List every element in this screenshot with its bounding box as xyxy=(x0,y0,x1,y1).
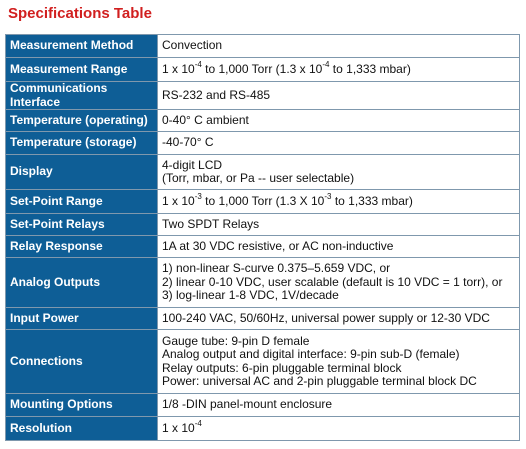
table-row xyxy=(6,58,520,82)
table-row xyxy=(6,190,520,214)
spec-label: Connections xyxy=(6,330,158,394)
table-row xyxy=(6,214,520,236)
table-row xyxy=(6,155,520,190)
spec-label: Analog Outputs xyxy=(6,258,158,308)
value-line: Power: universal AC and 2-pin pluggable terminal block DC xyxy=(162,374,477,388)
spec-label: Set-Point Relays xyxy=(6,214,158,236)
value-text: to 1,000 Torr (1.3 x 10 xyxy=(201,61,323,76)
spec-label: Set-Point Range xyxy=(6,190,158,214)
value-line: 3) log-linear 1-8 VDC, 1V/decade xyxy=(162,288,339,303)
value-text: to 1,333 mbar) xyxy=(329,61,411,76)
value-text: to 1,333 mbar) xyxy=(331,193,413,208)
spec-label: Measurement Range xyxy=(6,58,158,82)
table-row xyxy=(6,417,520,441)
spec-label: Temperature (operating) xyxy=(6,110,158,132)
table-row xyxy=(6,394,520,417)
spec-label: Measurement Method xyxy=(6,35,158,58)
exponent: -4 xyxy=(194,59,202,69)
value-line: 2) linear 0-10 VDC, user scalable (default is 10 VDC = 1 torr), or xyxy=(162,274,503,289)
spec-value xyxy=(158,58,520,82)
exponent: -3 xyxy=(194,191,202,201)
table-row xyxy=(6,35,520,58)
value-line: (Torr, mbar, or Pa -- user selectable) xyxy=(162,171,355,185)
value-line: Relay outputs: 6-pin pluggable terminal block xyxy=(162,360,402,375)
spec-value xyxy=(158,417,520,441)
spec-value: RS-232 and RS-485 xyxy=(158,82,520,110)
specifications-table xyxy=(5,34,520,441)
value-text: 1 x 10 xyxy=(162,193,195,208)
spec-label: Communications Interface xyxy=(6,82,158,110)
table-row xyxy=(6,236,520,258)
value-line: Analog output and digital interface: 9-pin sub-D (female) xyxy=(162,347,460,361)
spec-value: Two SPDT Relays xyxy=(158,214,520,236)
spec-value xyxy=(158,330,520,394)
value-line: 4-digit LCD xyxy=(162,157,223,172)
spec-value: Convection xyxy=(158,35,520,58)
spec-label: Relay Response xyxy=(6,236,158,258)
value-line: Gauge tube: 9-pin D female xyxy=(162,333,310,348)
value-text: 1 x 10 xyxy=(162,61,195,76)
page-title: Specifications Table xyxy=(8,5,152,22)
exponent: -4 xyxy=(194,418,202,428)
exponent: -3 xyxy=(324,191,332,201)
spec-value xyxy=(158,155,520,190)
spec-value: 100-240 VAC, 50/60Hz, universal power supply or 12-30 VDC xyxy=(158,308,520,330)
table-row xyxy=(6,330,520,394)
table-row xyxy=(6,132,520,155)
spec-label: Resolution xyxy=(6,417,158,441)
spec-label: Display xyxy=(6,155,158,190)
spec-value: 1/8 -DIN panel-mount enclosure xyxy=(158,394,520,417)
value-text: 1 x 10 xyxy=(162,420,195,435)
spec-label: Temperature (storage) xyxy=(6,132,158,155)
spec-value: 1A at 30 VDC resistive, or AC non-inductive xyxy=(158,236,520,258)
spec-value xyxy=(158,190,520,214)
value-line: 1) non-linear S-curve 0.375–5.659 VDC, or xyxy=(162,261,391,276)
spec-value: 0-40° C ambient xyxy=(158,110,520,132)
spec-value: -40-70° C xyxy=(158,132,520,155)
table-row xyxy=(6,308,520,330)
spec-value xyxy=(158,258,520,308)
exponent: -4 xyxy=(322,59,330,69)
spec-label: Mounting Options xyxy=(6,394,158,417)
table-row xyxy=(6,258,520,308)
table-row xyxy=(6,110,520,132)
table-row xyxy=(6,82,520,110)
value-text: to 1,000 Torr (1.3 X 10 xyxy=(201,193,325,208)
spec-label: Input Power xyxy=(6,308,158,330)
